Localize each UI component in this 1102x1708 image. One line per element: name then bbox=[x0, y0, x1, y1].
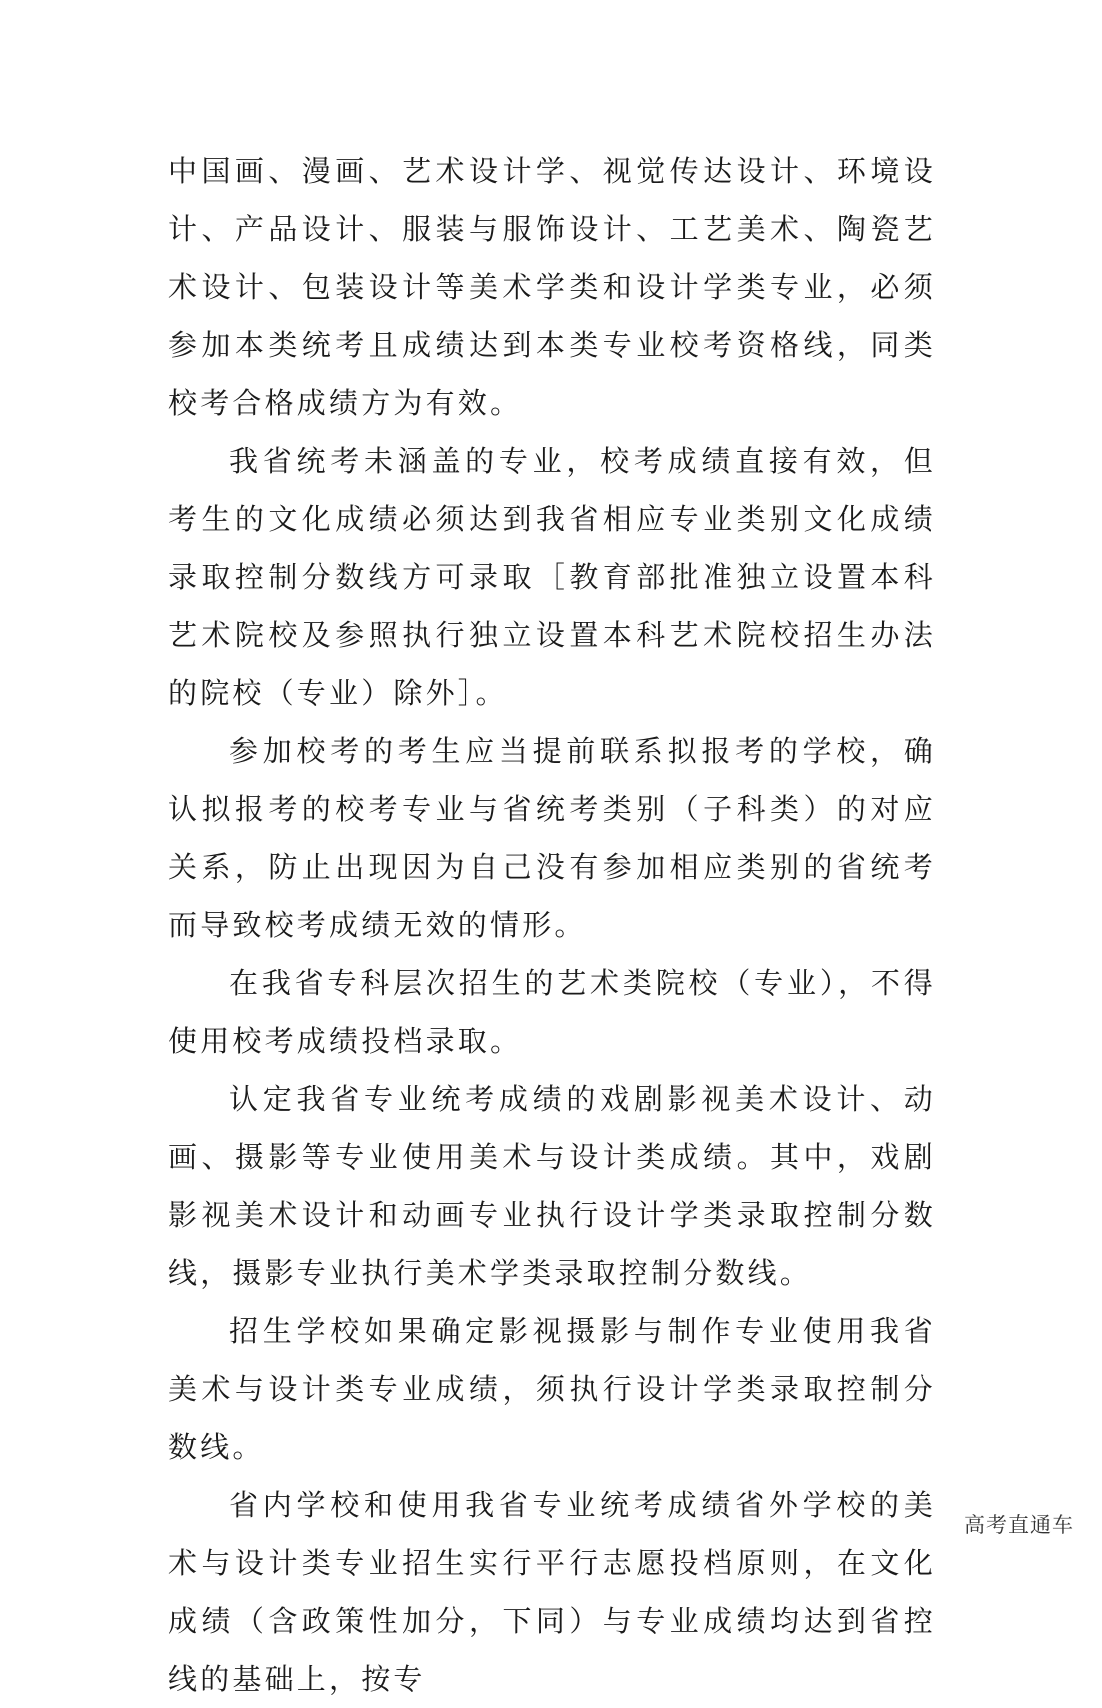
paragraph-7: 省内学校和使用我省专业统考成绩省外学校的美术与设计类专业招生实行平行志愿投档原则，在文化成绩（含政策性加分，下同）与专业成绩均达到省控线的基础上，按专 bbox=[168, 1488, 936, 1696]
paragraph-3: 参加校考的考生应当提前联系拟报考的学校，确认拟报考的校考专业与省统考类别（子科类）的对应关系，防止出现因为自己没有参加相应类别的省统考而导致校考成绩无效的情形。 bbox=[168, 734, 936, 942]
paragraph-6: 招生学校如果确定影视摄影与制作专业使用我省美术与设计类专业成绩，须执行设计学类录取控制分数线。 bbox=[168, 1314, 936, 1464]
document-body bbox=[168, 142, 936, 1708]
paragraph-2: 我省统考未涵盖的专业，校考成绩直接有效，但考生的文化成绩必须达到我省相应专业类别文化成绩录取控制分数线方可录取［教育部批准独立设置本科艺术院校及参照执行独立设置本科艺术院校招生办法的院校（专业）除外］。 bbox=[168, 444, 936, 710]
paragraph-4: 在我省专科层次招生的艺术类院校（专业），不得使用校考成绩投档录取。 bbox=[168, 966, 936, 1058]
watermark-label: 高考直通车 bbox=[964, 1513, 1074, 1537]
paragraph-1: 中国画、漫画、艺术设计学、视觉传达设计、环境设计、产品设计、服装与服饰设计、工艺美术、陶瓷艺术设计、包装设计等美术学类和设计学类专业，必须参加本类统考且成绩达到本类专业校考资格线，同类校考合格成绩方为有效。 bbox=[168, 154, 936, 420]
paragraph-5: 认定我省专业统考成绩的戏剧影视美术设计、动画、摄影等专业使用美术与设计类成绩。其中，戏剧影视美术设计和动画专业执行设计学类录取控制分数线，摄影专业执行美术学类录取控制分数线。 bbox=[168, 1082, 936, 1290]
